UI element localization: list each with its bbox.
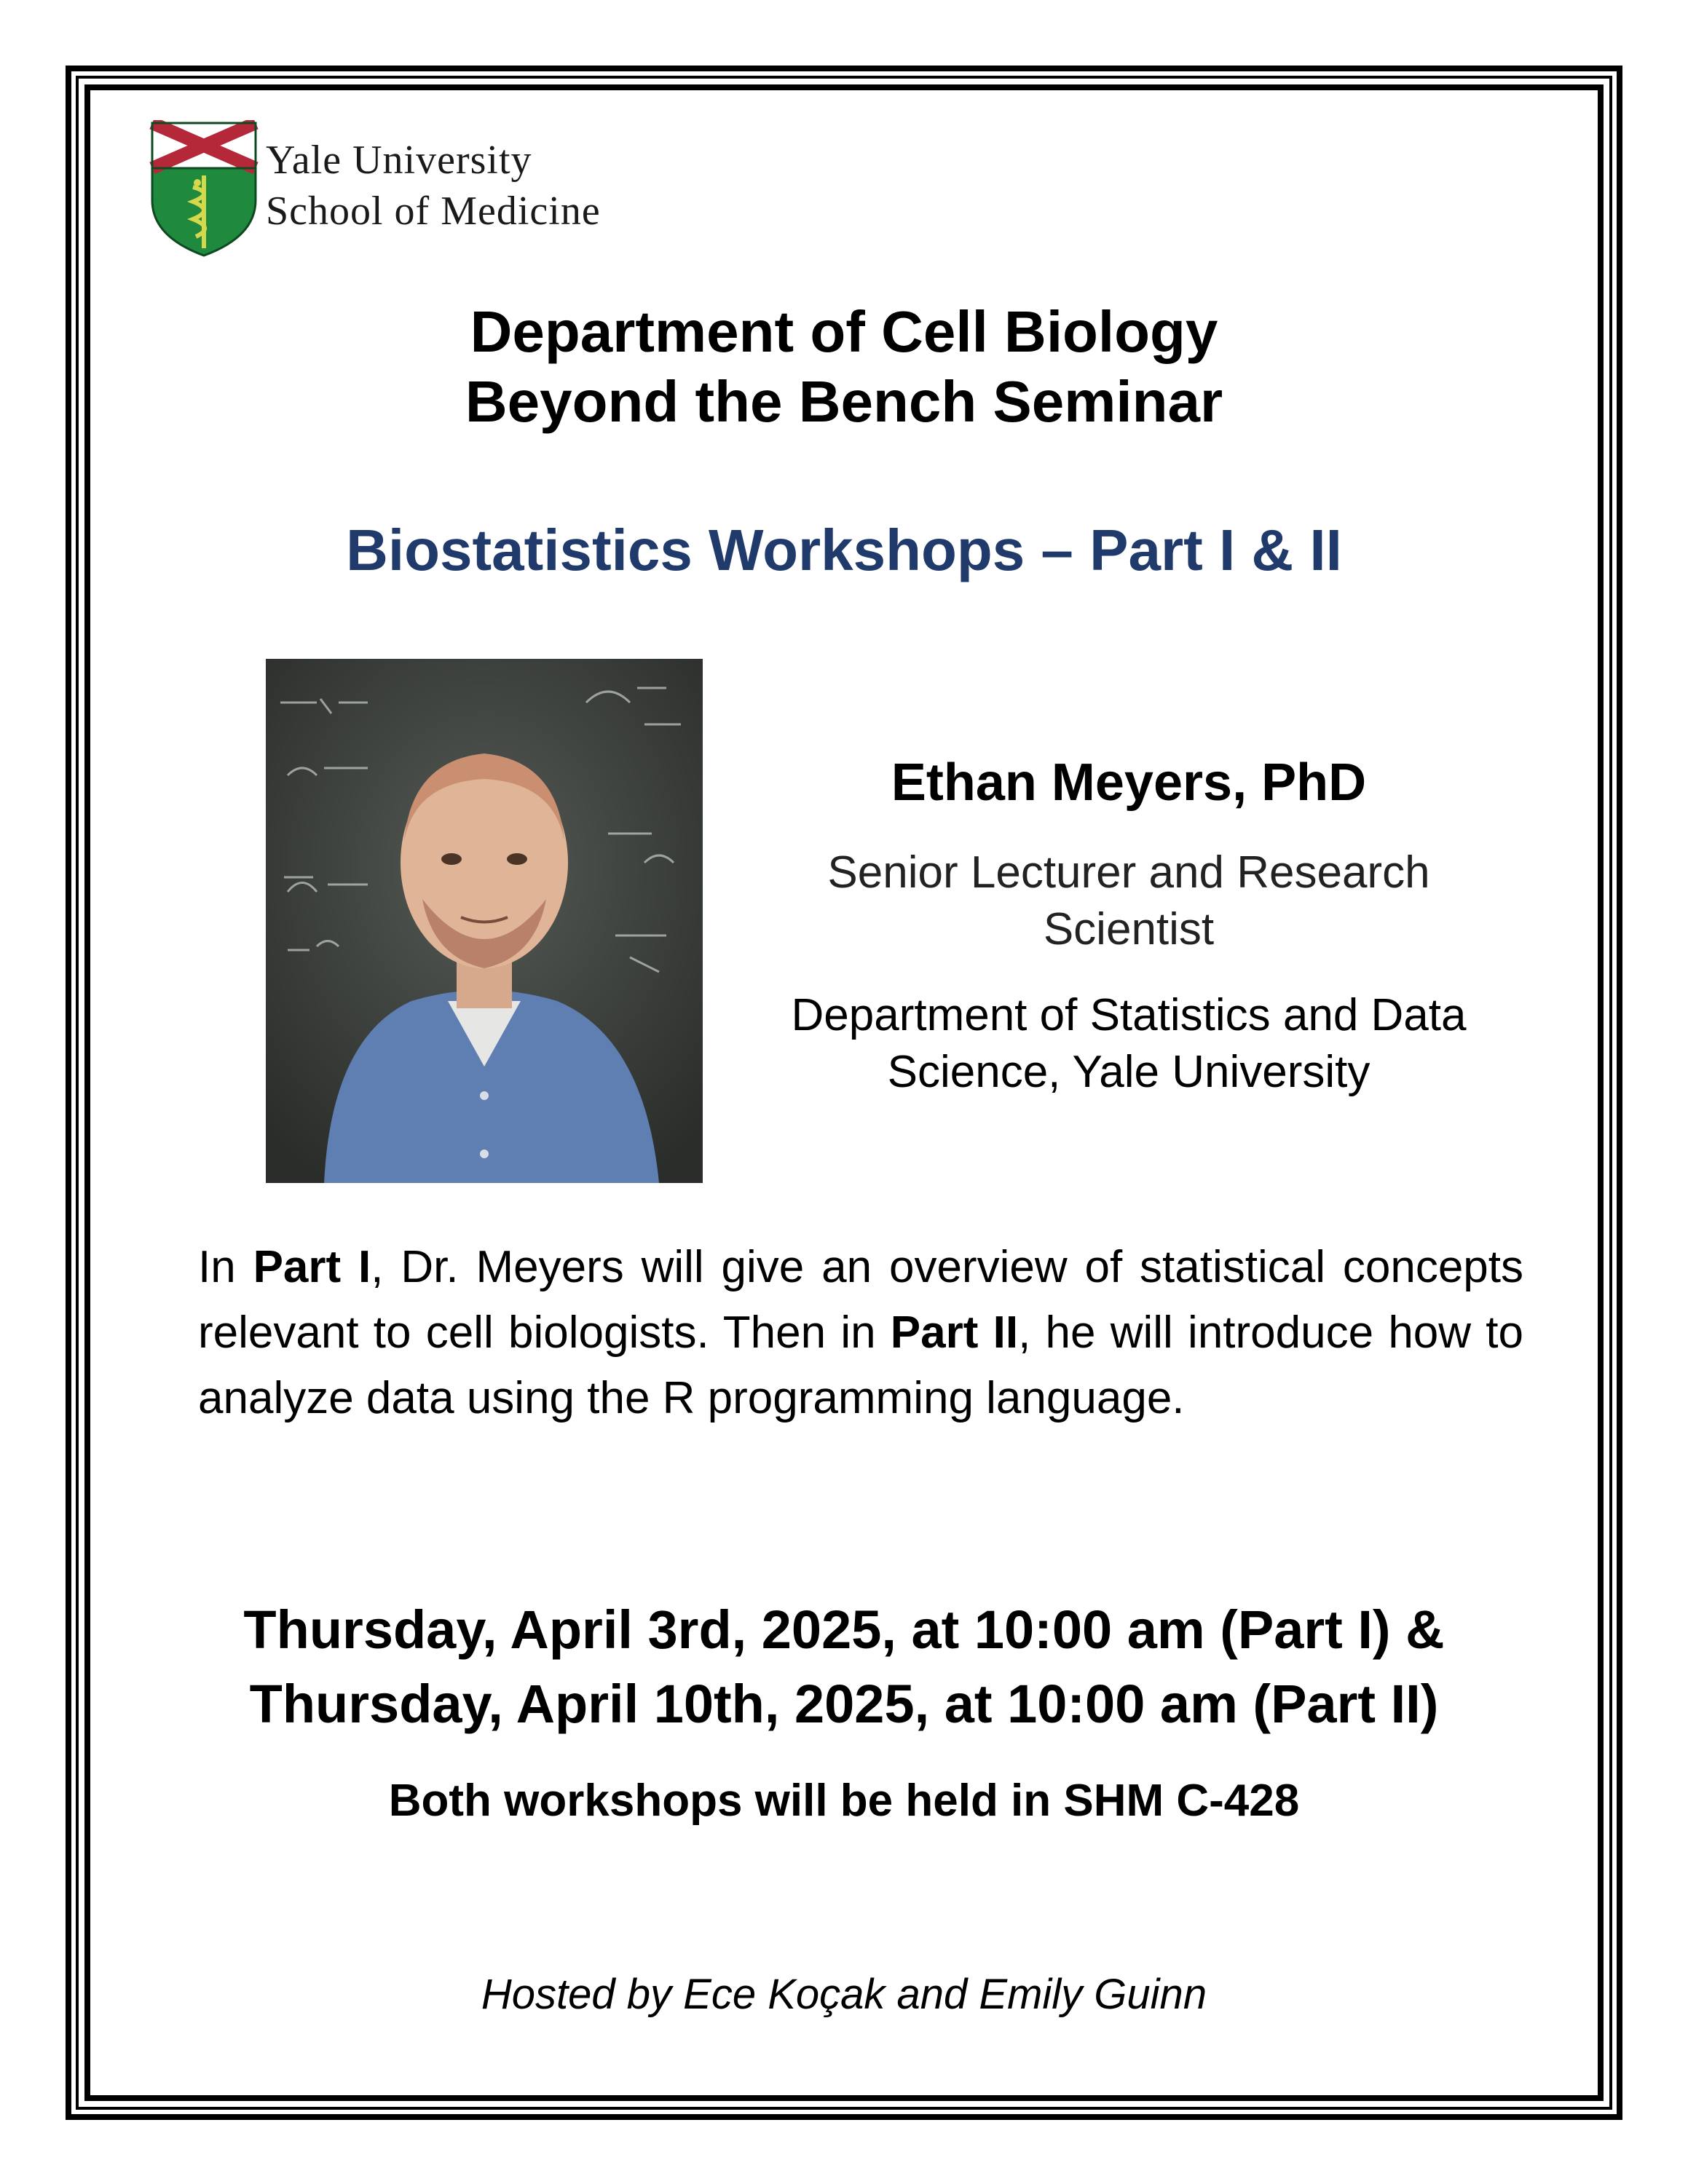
- event-location: Both workshops will be held in SHM C-428: [388, 1776, 1300, 1826]
- speaker-title: [735, 844, 1522, 958]
- logo-text: [266, 135, 601, 237]
- speaker-dept-line-2: Science, Yale University: [887, 1047, 1370, 1097]
- speaker-photo: [266, 659, 703, 1183]
- event-title: Biostatistics Workshops – Part I & II: [346, 518, 1342, 582]
- desc-part-2: Part II: [890, 1307, 1019, 1358]
- desc-text-2: , Dr. Meyers will give an overview of statistical concepts relevant to cell biologists. Then in: [198, 1242, 1524, 1358]
- desc-text-1: In: [198, 1242, 253, 1292]
- desc-part-1: Part I: [253, 1242, 371, 1292]
- department-name: Department of Cell Biology: [470, 299, 1218, 364]
- speaker-title-line-2: Scientist: [1043, 904, 1215, 954]
- schedule-line-2: Thursday, April 10th, 2025, at 10:00 am (Part II): [249, 1674, 1439, 1734]
- hosts-line: Hosted by Ece Koçak and Emily Guinn: [481, 1971, 1207, 2018]
- logo-line-2: School of Medicine: [266, 189, 601, 234]
- logo-line-1: Yale University: [266, 138, 532, 183]
- speaker-dept-line-1: Department of Statistics and Data: [791, 990, 1467, 1040]
- shield-icon: [149, 120, 259, 258]
- yale-medicine-logo: [149, 120, 674, 258]
- desc-text-3: , he will introduce how to analyze data using the R programming language.: [198, 1307, 1523, 1423]
- speaker-name: Ethan Meyers, PhD: [891, 753, 1367, 812]
- department-header: [0, 297, 1688, 437]
- speaker-title-line-1: Senior Lecturer and Research: [827, 847, 1430, 898]
- speaker-affiliation: [735, 987, 1522, 1101]
- schedule-line-1: Thursday, April 3rd, 2025, at 10:00 am (Part I) &: [243, 1599, 1445, 1660]
- event-schedule: [0, 1593, 1688, 1741]
- workshop-description: [198, 1235, 1523, 1431]
- seminar-series: Beyond the Bench Seminar: [465, 369, 1223, 434]
